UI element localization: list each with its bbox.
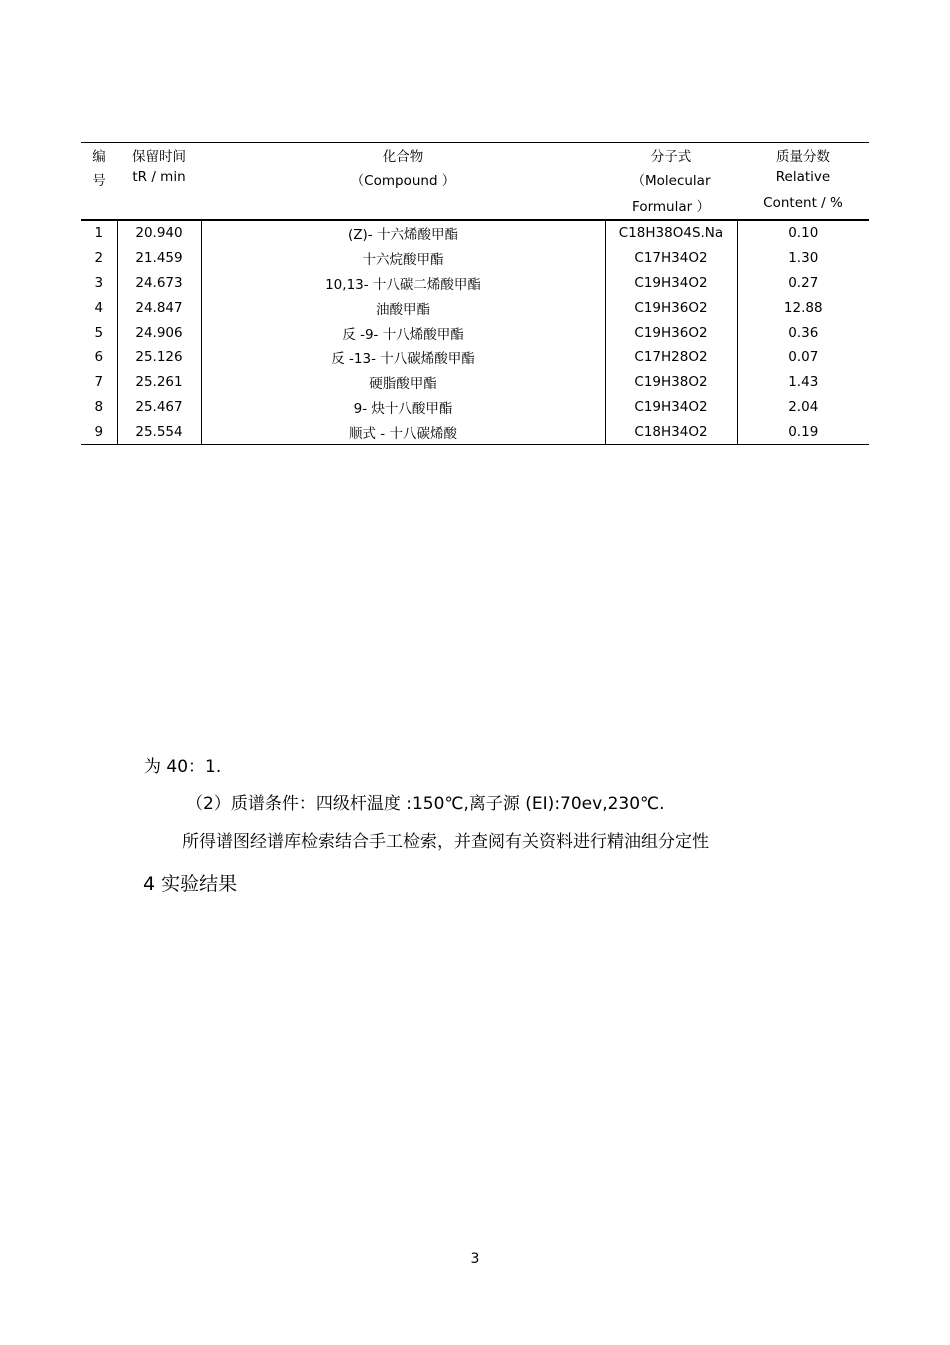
header-compound-line3 [201,195,605,220]
header-rt-line3 [117,195,201,220]
cell-content: 0.19 [737,419,869,444]
cell-no: 4 [94,299,104,316]
cell-retention-time: 25.261 [117,370,201,395]
cell-no: 1 [94,225,104,242]
cell-compound: 硬脂酸甲酯 [369,376,437,393]
header-rt-line2: tR / min [132,169,186,185]
cell-compound: 反 -9- 十八烯酸甲酯 [342,326,464,343]
cell-retention-time: 25.126 [117,345,201,370]
cell-no: 2 [94,250,104,267]
table-row [81,395,869,420]
cell-retention-time: 20.940 [117,220,201,246]
cell-content: 0.36 [788,324,819,341]
table-row [81,220,869,246]
cell-content: 1.30 [788,250,819,267]
cell-retention-time: 25.467 [117,395,201,420]
cell-formula: C19H38O2 [605,370,737,395]
table-row [81,320,869,345]
cell-formula: C19H34O2 [605,271,737,296]
header-no-line2: 号 [92,173,106,189]
table-row [81,419,869,444]
cell-content: 12.88 [783,299,823,316]
header-content-line3: Content / % [737,195,869,220]
paragraph-ms-conditions: （2）质谱条件：四级杆温度 :150℃,离子源 (EI):70ev,230℃. [186,794,665,814]
header-content-line2: Relative [775,169,831,185]
cell-content: 2.04 [788,398,819,415]
cell-formula: C17H28O2 [605,345,737,370]
cell-retention-time: 21.459 [117,246,201,271]
cell-formula: C18H38O4S.Na [605,220,737,246]
header-compound-line1: 化合物 [201,143,605,170]
table-row [81,370,869,395]
section-heading: 4 实验结果 [143,873,238,895]
header-content-line1: 质量分数 [737,143,869,170]
cell-formula: C18H34O2 [605,419,737,444]
table-body [81,220,869,445]
cell-retention-time: 24.847 [117,295,201,320]
table-row [81,246,869,271]
cell-no: 7 [94,374,104,391]
header-compound-line2: （Compound ） [350,173,456,189]
header-no-line3 [81,195,117,220]
cell-content: 0.07 [788,349,819,366]
cell-no: 8 [94,398,104,415]
paragraph-library-search: 所得谱图经谱库检索结合手工检索，并查阅有关资料进行精油组分定性 [182,832,709,852]
compound-table [81,142,869,445]
table-row [81,295,869,320]
cell-retention-time: 24.906 [117,320,201,345]
cell-retention-time: 25.554 [117,419,201,444]
cell-no: 9 [81,419,117,444]
cell-compound: 油酸甲酯 [376,301,430,318]
compound-table-container [81,142,869,445]
table-row [81,345,869,370]
cell-content: 0.10 [788,225,819,242]
cell-compound: (Z)- 十六烯酸甲酯 [348,227,458,244]
cell-formula: C19H34O2 [605,395,737,420]
cell-compound: 9- 炔十八酸甲酯 [353,400,453,417]
header-rt-line1: 保留时间 [117,143,201,170]
cell-compound: 十六烷酸甲酯 [362,252,444,269]
cell-no: 3 [94,274,104,291]
cell-formula: C17H34O2 [605,246,737,271]
cell-content: 0.27 [788,274,819,291]
header-no-line1: 编 [81,143,117,170]
cell-retention-time: 24.673 [117,271,201,296]
cell-no: 5 [94,324,104,341]
table-row [81,271,869,296]
header-formula-line2: （Molecular [631,173,711,189]
cell-compound: 反 -13- 十八碳烯酸甲酯 [331,351,475,368]
header-formula-line1: 分子式 [605,143,737,170]
cell-formula: C19H36O2 [605,320,737,345]
cell-formula: C19H36O2 [605,295,737,320]
cell-no: 6 [94,349,104,366]
cell-compound: 顺式 - 十八碳烯酸 [201,419,605,444]
paragraph-ratio: 为 40：1. [144,757,222,777]
header-formula-line3: Formular ） [605,195,737,220]
cell-compound: 10,13- 十八碳二烯酸甲酯 [325,276,481,293]
cell-content: 1.43 [788,374,819,391]
page-number: 3 [470,1251,480,1267]
